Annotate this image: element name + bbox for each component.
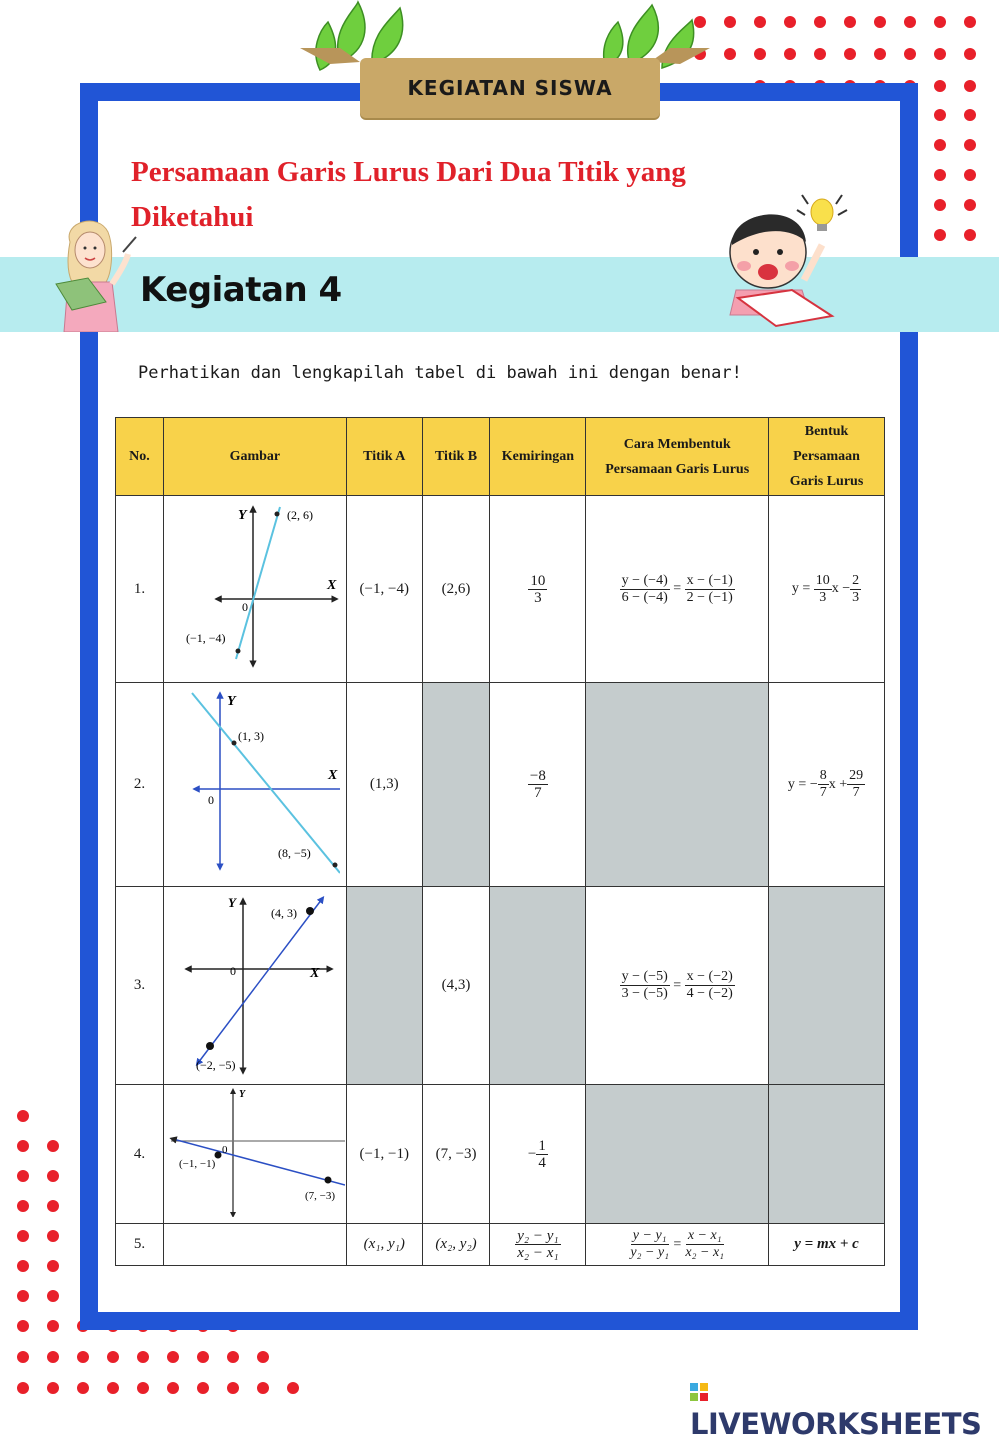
titik-a-cell: (−1, −4) [346,496,422,683]
graph-cell [163,683,346,887]
graph-cell [163,1224,346,1266]
eq-part: x + [828,776,848,792]
point-label: (1, 3) [237,729,264,743]
worksheet-table [115,417,885,1266]
frac-den: 3 [819,589,827,605]
row-number: 4. [116,1085,164,1224]
header-cara: Cara Membentuk Persamaan Garis Lurus [586,418,769,496]
graph-cell [163,887,346,1085]
instruction-text: Perhatikan dan lengkapilah tabel di bawah ini dengan benar! [138,363,742,383]
origin-label: 0 [241,600,248,614]
bentuk-cell: y = mx + c [769,1224,885,1266]
boy-idea-illustration [722,190,852,330]
y-axis-label: Y [227,894,236,910]
activity-heading: Kegiatan 4 [140,270,342,310]
eq-part: y = − [787,776,818,792]
frac-den: x₂ − x₁ [517,1245,559,1261]
titik-a-answer-cell[interactable] [346,887,422,1085]
row-number: 2. [116,683,164,887]
frac-num: 10 [530,572,546,589]
bentuk-answer-cell[interactable] [769,1085,885,1224]
point-label: (−2, −5) [195,1057,236,1072]
kemiringan-cell [490,496,586,683]
titik-b-answer-cell[interactable] [422,683,490,887]
header-titik-b: Titik B [422,418,490,496]
y-axis-label: Y [237,508,247,523]
y-axis-label: Y [226,694,236,709]
point-label: (8, −5) [277,846,311,860]
frac-den: 4 [538,1154,546,1171]
origin-label: 0 [207,793,214,807]
kemiringan-answer-cell[interactable] [490,887,586,1085]
frac-num: y₂ − y₁ [517,1228,559,1244]
cara-answer-cell[interactable] [586,1085,769,1224]
header-banner [300,0,710,130]
point-label: (7, −3) [304,1189,335,1202]
logo-text: LIVEWORKSHEETS [690,1407,982,1441]
titik-b-cell: (7, −3) [422,1085,490,1224]
line-graph-2 [170,687,340,877]
frac-num: 2 [852,572,860,588]
eq-part: y = [791,581,811,597]
origin-label: 0 [221,1143,228,1156]
header-gambar: Gambar [163,418,346,496]
page-title: Persamaan Garis Lurus Dari Dua Titik yang Diketahui [131,156,686,233]
frac-num: y − y₁ [632,1228,667,1243]
frac-num: 10 [815,572,830,588]
row-number: 5. [116,1224,164,1266]
frac-den: 3 [534,589,542,606]
x-axis-label: X [309,965,320,981]
table-row [116,887,885,1085]
frac-den: 7 [819,785,827,800]
girl-reading-illustration [48,212,148,332]
table-row [116,1224,885,1266]
x-axis-label: X [326,578,337,593]
kemiringan-cell [490,1085,586,1224]
frac-den: 6 − (−4) [621,589,668,605]
kemiringan-cell [490,683,586,887]
kemiringan-cell [490,1224,586,1266]
titik-a-cell: (−1, −1) [346,1085,422,1224]
graph-cell [163,1085,346,1224]
point-label: (4, 3) [270,905,297,920]
titik-a-cell: (1,3) [346,683,422,887]
frac-num: x − (−2) [686,969,733,984]
y-axis-label: Y [238,1088,245,1100]
header-no: No. [116,418,164,496]
table-row [116,496,885,683]
x-axis-label: X [327,768,338,783]
eq-part: − [527,1145,537,1162]
bentuk-cell [769,496,885,683]
table-row [116,683,885,887]
titik-a-cell: (x₁, y₁) [346,1224,422,1266]
frac-num: x − (−1) [686,572,733,588]
line-graph-3 [170,891,340,1076]
cara-cell: $\frac{y - (-4)}{6 - (-4)}$ = $\frac{x - (-1)}{2 - (-1)}$ [586,496,769,683]
table-header-row [116,418,885,496]
titik-b-cell: (4,3) [422,887,490,1085]
liveworksheets-logo[interactable] [690,1373,999,1441]
bentuk-answer-cell[interactable] [769,887,885,1085]
frac-den: 7 [534,785,542,801]
frac-num: x − x₁ [687,1228,722,1243]
bentuk-cell [769,683,885,887]
frac-num: 8 [819,768,827,783]
frac-den: 4 − (−2) [686,986,733,1001]
logo-icon [690,1383,708,1401]
table-row [116,1085,885,1224]
header-bentuk: Bentuk Persamaan Garis Lurus [769,418,885,496]
line-graph-4 [165,1087,345,1217]
frac-den: 7 [852,785,860,800]
frac-den: 2 − (−1) [686,589,733,605]
row-number: 3. [116,887,164,1085]
cara-cell: $\frac{\text{y − y₁}}{\text{y₂ − y₁}}$ = $\frac{\text{x − x₁}}{\text{x₂ − x₁}}$ [586,1224,769,1266]
line-graph-1 [170,499,340,674]
frac-den: x₂ − x₁ [685,1245,725,1260]
frac-num: −8 [529,768,546,784]
eq-part: x − [831,581,851,597]
frac-num: 1 [538,1137,546,1154]
frac-num: y − (−4) [621,572,668,588]
frac-den: 3 [852,589,860,605]
header-kemiringan: Kemiringan [490,418,586,496]
cara-cell: $\frac{y - (-5)}{3 - (-5)}$ = $\frac{x - (-2)}{4 - (-2)}$ [586,887,769,1085]
frac-num: y − (−5) [621,969,668,984]
titik-b-cell: (2,6) [422,496,490,683]
graph-cell [163,496,346,683]
origin-label: 0 [229,963,236,978]
frac-den: y₂ − y₁ [630,1245,669,1260]
banner-label: KEGIATAN SISWA [407,76,613,100]
frac-num: 29 [849,768,864,783]
titik-b-cell: (x₂, y₂) [422,1224,490,1266]
point-label: (−1, −1) [178,1157,216,1170]
header-titik-a: Titik A [346,418,422,496]
point-label: (2, 6) [286,508,313,522]
cara-answer-cell[interactable] [586,683,769,887]
point-label: (−1, −4) [185,631,226,645]
frac-den: 3 − (−5) [621,986,668,1001]
row-number: 1. [116,496,164,683]
banner-ribbon [360,58,660,118]
